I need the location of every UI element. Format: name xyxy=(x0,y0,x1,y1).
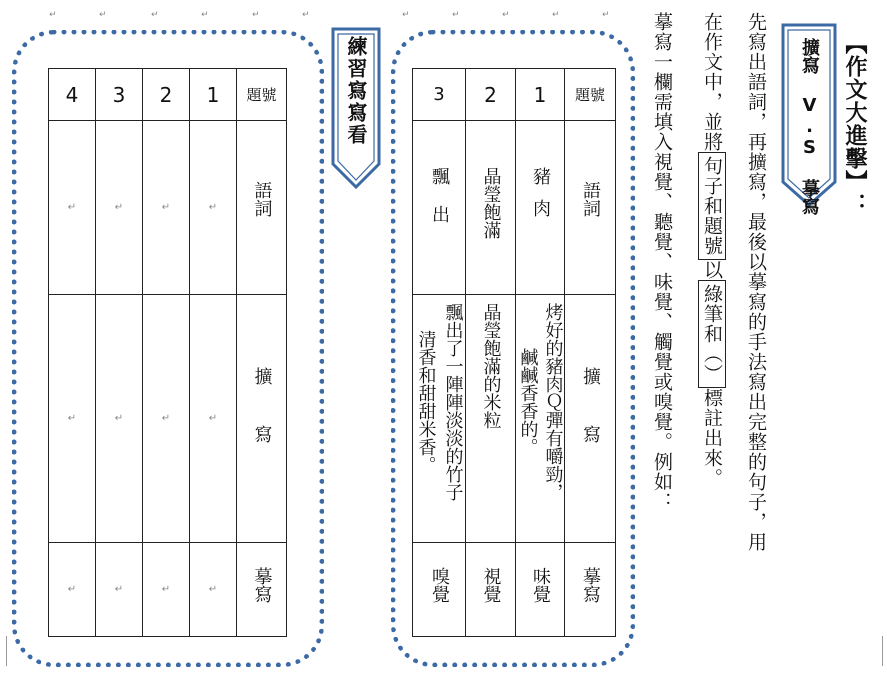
instruction-line-1: 先寫出語詞，再擴寫，最後以摹寫的手法寫出完整的句子，用 xyxy=(745,12,767,552)
example-header-word: 語詞 xyxy=(580,181,601,217)
example-expand-3b: 清香和甜甜米香。 xyxy=(415,330,437,474)
paragraph-mark: ↵ xyxy=(252,10,260,20)
ribbon-label: 擴寫 V.S 摹寫 xyxy=(799,38,820,215)
practice-header-word: 語詞 xyxy=(251,181,273,217)
page-corner-mark xyxy=(872,636,883,666)
paragraph-mark: ↵ xyxy=(201,10,209,20)
practice-word-cell[interactable]: ↵ xyxy=(49,121,96,295)
practice-describe-cell[interactable]: ↵ xyxy=(49,543,96,637)
practice-number-4: 4 xyxy=(49,69,96,121)
boxed-phrase-sentence-number: 句子和題號 xyxy=(698,152,726,260)
instruction-line-3: 摹寫一欄需填入視覺、聽覺、味覺、觸覺或嗅覺。例如： xyxy=(651,12,673,512)
example-table xyxy=(412,68,616,637)
example-expand-1a: 烤好的豬肉Ｑ彈有嚼勁， xyxy=(542,303,564,501)
paragraph-mark: ↵ xyxy=(99,10,107,20)
instruction-line-2-part-b: 以 xyxy=(701,260,723,280)
practice-describe-cell[interactable]: ↵ xyxy=(96,543,143,637)
example-number-2: 2 xyxy=(466,69,516,121)
paragraph-mark: ↵ xyxy=(502,10,510,20)
page-corner-mark xyxy=(6,636,17,666)
practice-expand-cell[interactable]: ↵ xyxy=(96,295,143,543)
example-sense-2: 視覺 xyxy=(480,567,502,603)
paragraph-mark: ↵ xyxy=(402,10,410,20)
paragraph-mark: ↵ xyxy=(302,10,310,20)
paragraph-mark: ↵ xyxy=(452,10,460,20)
practice-expand-cell[interactable]: ↵ xyxy=(143,295,190,543)
instruction-line-2-part-c: 標註出來。 xyxy=(701,388,723,488)
example-number-3: 3 xyxy=(413,69,466,121)
document-title: 【作文大進擊】： xyxy=(842,32,867,216)
paragraph-mark: ↵ xyxy=(49,10,57,20)
paragraph-mark: ↵ xyxy=(151,10,159,20)
instruction-line-2 xyxy=(696,12,728,488)
example-number-1: 1 xyxy=(516,69,565,121)
boxed-phrase-green-pen: 綠筆和（） xyxy=(698,280,726,388)
example-header-describe: 摹寫 xyxy=(580,567,601,603)
example-header-expand: 擴寫 xyxy=(580,367,601,483)
example-expand-3a: 飄出了一陣陣淡淡的竹子 xyxy=(442,303,464,501)
practice-number-1: 1 xyxy=(190,69,237,121)
practice-word-cell[interactable]: ↵ xyxy=(143,121,190,295)
practice-header-expand: 擴寫 xyxy=(251,367,273,483)
instruction-line-2-part-a: 在作文中，並將 xyxy=(701,12,723,152)
example-sense-3: 嗅覺 xyxy=(429,567,450,603)
example-word-1: 豬肉 xyxy=(530,167,551,231)
practice-number-3: 3 xyxy=(96,69,143,121)
example-header-number: 題號 xyxy=(565,69,616,121)
example-word-3: 飄出 xyxy=(429,167,450,243)
example-sense-1: 味覺 xyxy=(530,567,551,603)
example-expand-1b: 鹹鹹香香的。 xyxy=(517,348,539,456)
practice-word-cell[interactable]: ↵ xyxy=(190,121,237,295)
practice-expand-cell[interactable]: ↵ xyxy=(49,295,96,543)
paragraph-mark: ↵ xyxy=(602,10,610,20)
paragraph-mark: ↵ xyxy=(552,10,560,20)
practice-number-2: 2 xyxy=(143,69,190,121)
practice-label: 練習寫寫看 xyxy=(344,36,368,146)
practice-word-cell[interactable]: ↵ xyxy=(96,121,143,295)
example-expand-2: 晶瑩飽滿的米粒 xyxy=(480,303,502,429)
practice-describe-cell[interactable]: ↵ xyxy=(143,543,190,637)
example-word-2: 晶瑩飽滿 xyxy=(480,167,502,239)
practice-table xyxy=(48,68,287,637)
practice-header-describe: 摹寫 xyxy=(251,567,273,603)
practice-header-number: 題號 xyxy=(237,69,287,121)
practice-expand-cell[interactable]: ↵ xyxy=(190,295,237,543)
practice-describe-cell[interactable]: ↵ xyxy=(190,543,237,637)
